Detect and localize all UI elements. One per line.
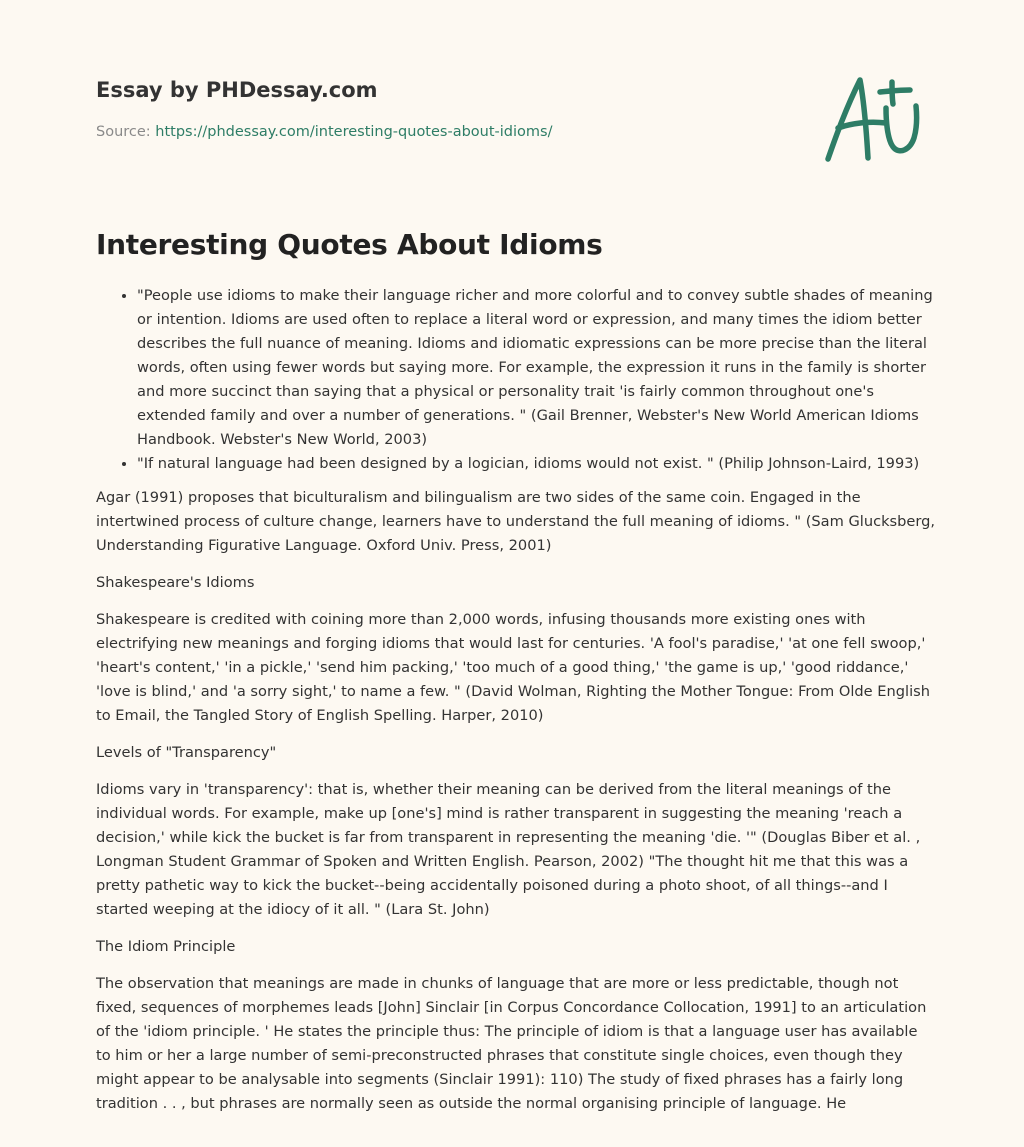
article-title: Interesting Quotes About Idioms (96, 228, 603, 261)
page-header (96, 0, 936, 170)
source-line (96, 122, 552, 142)
list-item: • "If natural language had been designed by a logician, idioms would not exist. " (Philip Johnson-Laird, 1993) (137, 452, 936, 476)
subheading-shakespeare: Shakespeare's Idioms (96, 574, 255, 591)
essay-page (96, 0, 936, 1112)
paragraph-idiom-principle: The observation that meanings are made in chunks of language that are more or less predictable, though not fixed, sequences of morphemes leads [John] Sinclair [in Corpus Concordance Collocation, 1991] to an articulation of the 'idiom principle. ' He states the principle thus: The principle of idiom is that a language user has available to him or her a large number of semi-preconstructed phrases that constitute single choices, even though they might appear to be analysable into segments (Sinclair 1991): 110) The study of fixed phrases has a fairly long tradition . . , but phrases are normally seen as outside the normal organising principle of language. He (96, 975, 927, 1112)
article-body (96, 284, 936, 1129)
source-link[interactable]: https://phdessay.com/interesting-quotes-about-idioms/ (155, 124, 553, 140)
paragraph-transparency: Idioms vary in 'transparency': that is, whether their meaning can be derived from the literal meanings of the individual words. For example, make up [one's] mind is rather transparent in suggesting the meaning 'reach a decision,' while kick the bucket is far from transparent in representing the meaning 'die. '" (Douglas Biber et al. , Longman Student Grammar of Spoken and Written English. Pearson, 2002) "The thought hit me that this was a pretty pathetic way to kick the bucket--being accidentally poisoned during a photo shoot, of all things--and I started weeping at the idiocy of it all. " (Lara St. John) (96, 781, 921, 918)
paragraph-agar: Agar (1991) proposes that biculturalism and bilingualism are two sides of the same coin. Engaged in the intertwined process of culture change, learners have to understand the full meaning of idioms. " (Sam Glucksberg, Understanding Figurative Language. Oxford Univ. Press, 2001) (96, 489, 936, 554)
list-item: • "People use idioms to make their language richer and more colorful and to convey subtle shades of meaning or intention. Idioms are used often to replace a literal word or expression, and many times the idiom better describes the full nuance of meaning. Idioms and idiomatic expressions can be more precise than the literal words, often using fewer words but saying more. For example, the expression it runs in the family is shorter and more succinct than saying that a physical or personality trait 'is fairly common throughout one's extended family and over a number of generations. " (Gail Brenner, Webster's New World American Idioms Handbook. Webster's New World, 2003) (137, 284, 936, 452)
source-label: Source: (96, 124, 151, 140)
a-plus-logo-icon (822, 66, 926, 166)
paragraph-shakespeare: Shakespeare is credited with coining more than 2,000 words, infusing thousands more existing ones with electrifying new meanings and forging idioms that would last for centuries. 'A fool's paradise,' 'at one fell swoop,' 'heart's content,' 'in a pickle,' 'send him packing,' 'too much of a good thing,' 'the game is up,' 'good riddance,' 'love is blind,' and 'a sorry sight,' to name a few. " (David Wolman, Righting the Mother Tongue: From Olde English to Email, the Tangled Story of English Spelling. Harper, 2010) (96, 611, 931, 724)
subheading-transparency: Levels of "Transparency" (96, 744, 277, 761)
quote-list (96, 284, 936, 476)
site-brand: Essay by PHDessay.com (96, 78, 378, 102)
subheading-idiom-principle: The Idiom Principle (96, 938, 236, 955)
